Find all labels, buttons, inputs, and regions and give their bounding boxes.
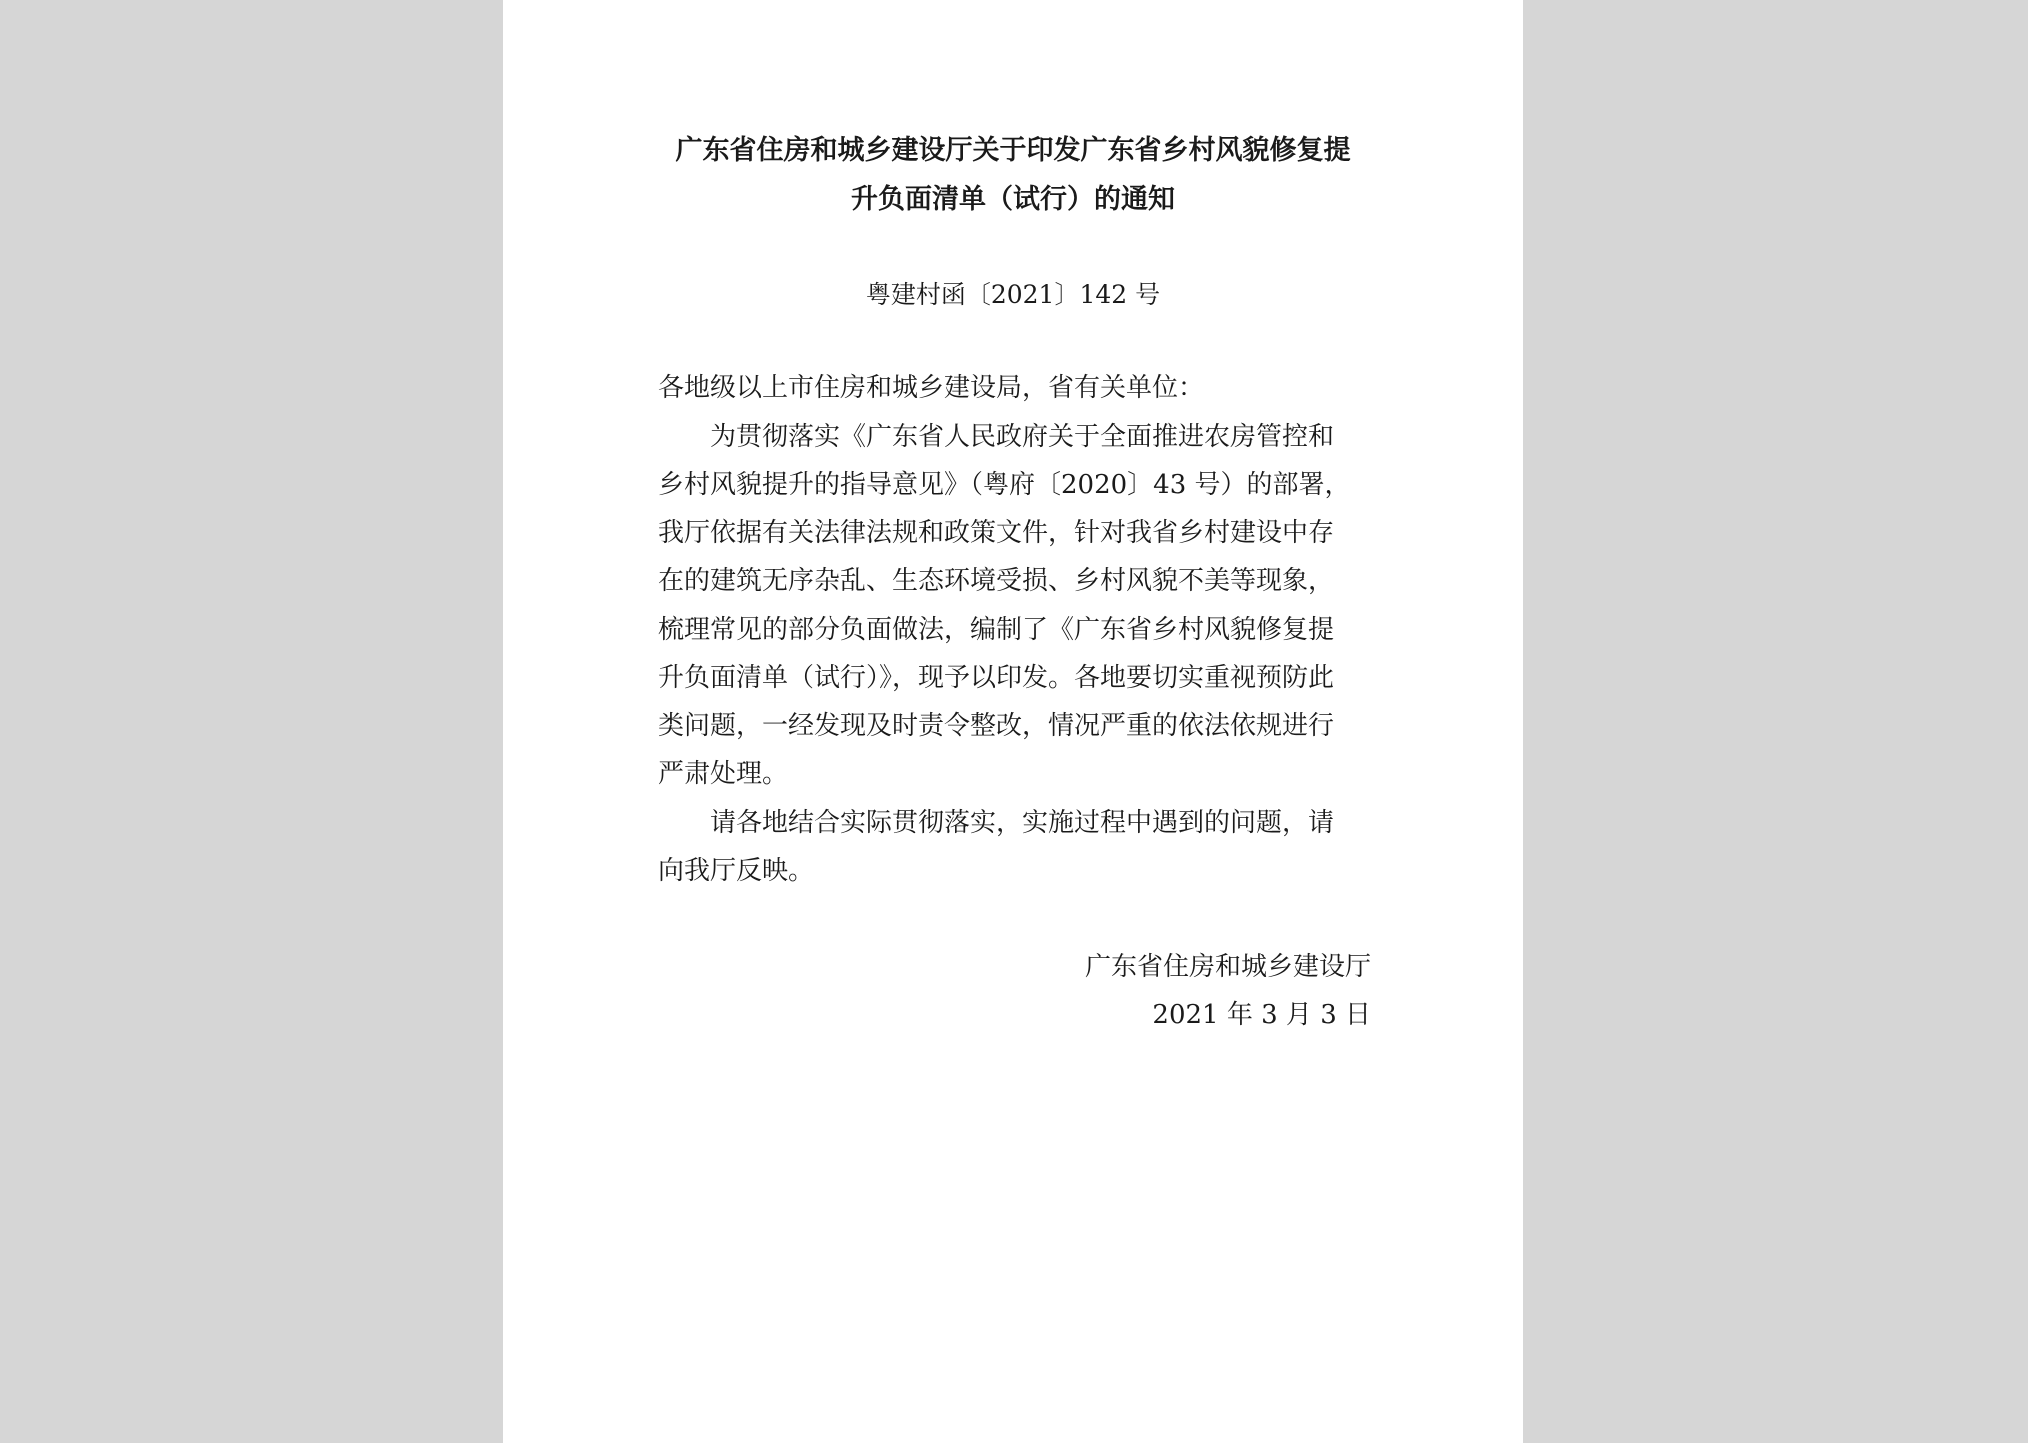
signature-date: 2021 年 3 月 3 日 xyxy=(1152,1000,1371,1030)
document-page xyxy=(503,0,1523,1443)
document-title-line-2: 升负面清单（试行）的通知 xyxy=(851,184,1175,215)
paragraph-1-line: 乡村风貌提升的指导意见》（粤府〔2020〕43 号）的部署， xyxy=(658,470,1351,500)
paragraph-1-line: 类问题，一经发现及时责令整改，情况严重的依法依规进行 xyxy=(658,711,1335,741)
paragraph-1-line: 梳理常见的部分负面做法，编制了《广东省乡村风貌修复提 xyxy=(658,615,1335,645)
document-title-line-1: 广东省住房和城乡建设厅关于印发广东省乡村风貌修复提 xyxy=(675,135,1351,166)
paragraph-1-line: 我厅依据有关法律法规和政策文件，针对我省乡村建设中存 xyxy=(658,518,1335,548)
paragraph-1-line: 升负面清单（试行）》，现予以印发。各地要切实重视预防此 xyxy=(658,663,1335,693)
document-number: 粤建村函〔2021〕142 号 xyxy=(865,280,1161,309)
addressee: 各地级以上市住房和城乡建设局，省有关单位： xyxy=(658,373,1205,403)
paragraph-1-line: 严肃处理。 xyxy=(658,759,789,789)
signature-organization: 广东省住房和城乡建设厅 xyxy=(1084,952,1371,982)
paragraph-2-line: 向我厅反映。 xyxy=(658,856,815,886)
paragraph-1-line: 在的建筑无序杂乱、生态环境受损、乡村风貌不美等现象， xyxy=(658,566,1335,596)
paragraph-2-line: 请各地结合实际贯彻落实，实施过程中遇到的问题，请 xyxy=(658,808,1335,838)
paragraph-1-line: 为贯彻落实《广东省人民政府关于全面推进农房管控和 xyxy=(658,422,1335,452)
